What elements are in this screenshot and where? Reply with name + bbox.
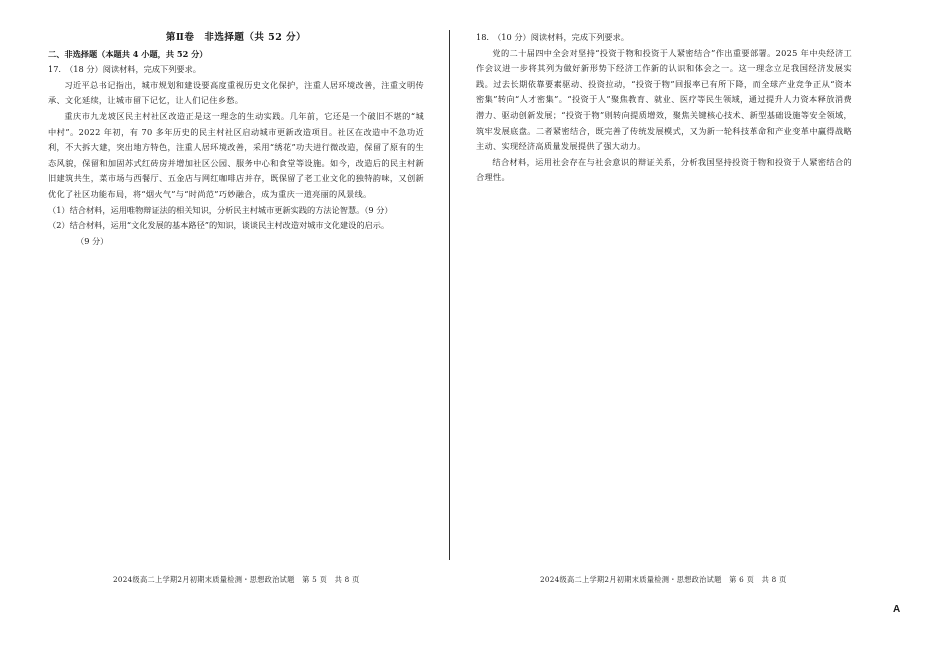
page-divider xyxy=(449,30,450,560)
question-18-prompt: 结合材料，运用社会存在与社会意识的辩证关系，分析我国坚持投资于物和投资于人紧密结合的合理性。 xyxy=(476,156,852,183)
question-17-paragraph-1: 习近平总书记指出，城市规划和建设要高度重视历史文化保护，注重人居环境改善，注重文明传承、文化延续，让城市留下记忆，让人们记住乡愁。 xyxy=(48,79,424,106)
question-17-header: 17. （18 分）阅读材料，完成下列要求。 xyxy=(48,64,201,75)
question-17-subquestion-2: （2）结合材料，运用“文化发展的基本路径”的知识，谈谈民主村改造对城市文化建设的启示。 xyxy=(48,220,390,231)
question-17-subquestion-1: （1）结合材料，运用唯物辩证法的相关知识，分析民主村城市更新实践的方法论智慧。（9 分） xyxy=(48,204,393,215)
question-17-subquestion-2-points: （9 分） xyxy=(76,235,109,246)
paper-version-mark: A xyxy=(893,604,901,615)
question-17-paragraph-2: 重庆市九龙坡区民主村社区改造正是这一理念的生动实践。几年前，它还是一个破旧不堪的“城中村”。2022 年初，有 70 多年历史的民主村社区启动城市更新改造项目。社区在改造中不急功近利，不大拆大建，突出地方特色，注重人居环境改善，采用“绣花”功夫进行微改造，保留了原有的生态风貌，保留和加固苏式红砖房并增加社区公园、服务中心和食堂等设施。如今，改造后的民主村新旧建筑共生，菜市场与西餐厅、五金店与网红咖啡店并存，既保留了老工业文化的独特韵味，又创新优化了社区功能布局，将“烟火气”与“时尚范”巧妙融合，成为重庆一道亮丽的风景线。 xyxy=(48,110,424,199)
question-18-paragraph-1: 党的二十届四中全会对坚持“投资于物和投资于人紧密结合”作出重要部署。2025 年中央经济工作会议进一步将其列为做好新形势下经济工作新的认识和体会之一。这一理念立足我国经济发展实践。过去长期依靠要素驱动、投资拉动，“投资于物”回报率已有所下降，而全球产业竞争正从“资本密集”转向“人才密集”。“投资于人”聚焦教育、就业、医疗等民生领域，通过提升人力资本释放消费潜力、驱动创新发展；“投资于物”则转向提质增效，聚焦关键核心技术、新型基础设施等安全领域，筑牢发展底盘。二者紧密结合，既完善了传统发展模式，又为新一轮科技革命和产业变革中赢得战略主动、实现经济高质量发展提供了强大动力。 xyxy=(476,47,852,152)
left-page-column xyxy=(48,30,424,249)
right-page-footer: 2024级高二上学期2月初期末质量检测・思想政治试题 第 6 页 共 8 页 xyxy=(540,575,787,584)
right-page-column xyxy=(476,30,852,186)
left-page-footer: 2024级高二上学期2月初期末质量检测・思想政治试题 第 5 页 共 8 页 xyxy=(113,575,360,584)
part-heading: 二、非选择题（本题共 4 小题，共 52 分） xyxy=(48,48,208,59)
question-18-header: 18. （10 分）阅读材料，完成下列要求。 xyxy=(476,32,629,42)
section-title: 第Ⅱ卷 非选择题（共 52 分） xyxy=(165,32,307,43)
